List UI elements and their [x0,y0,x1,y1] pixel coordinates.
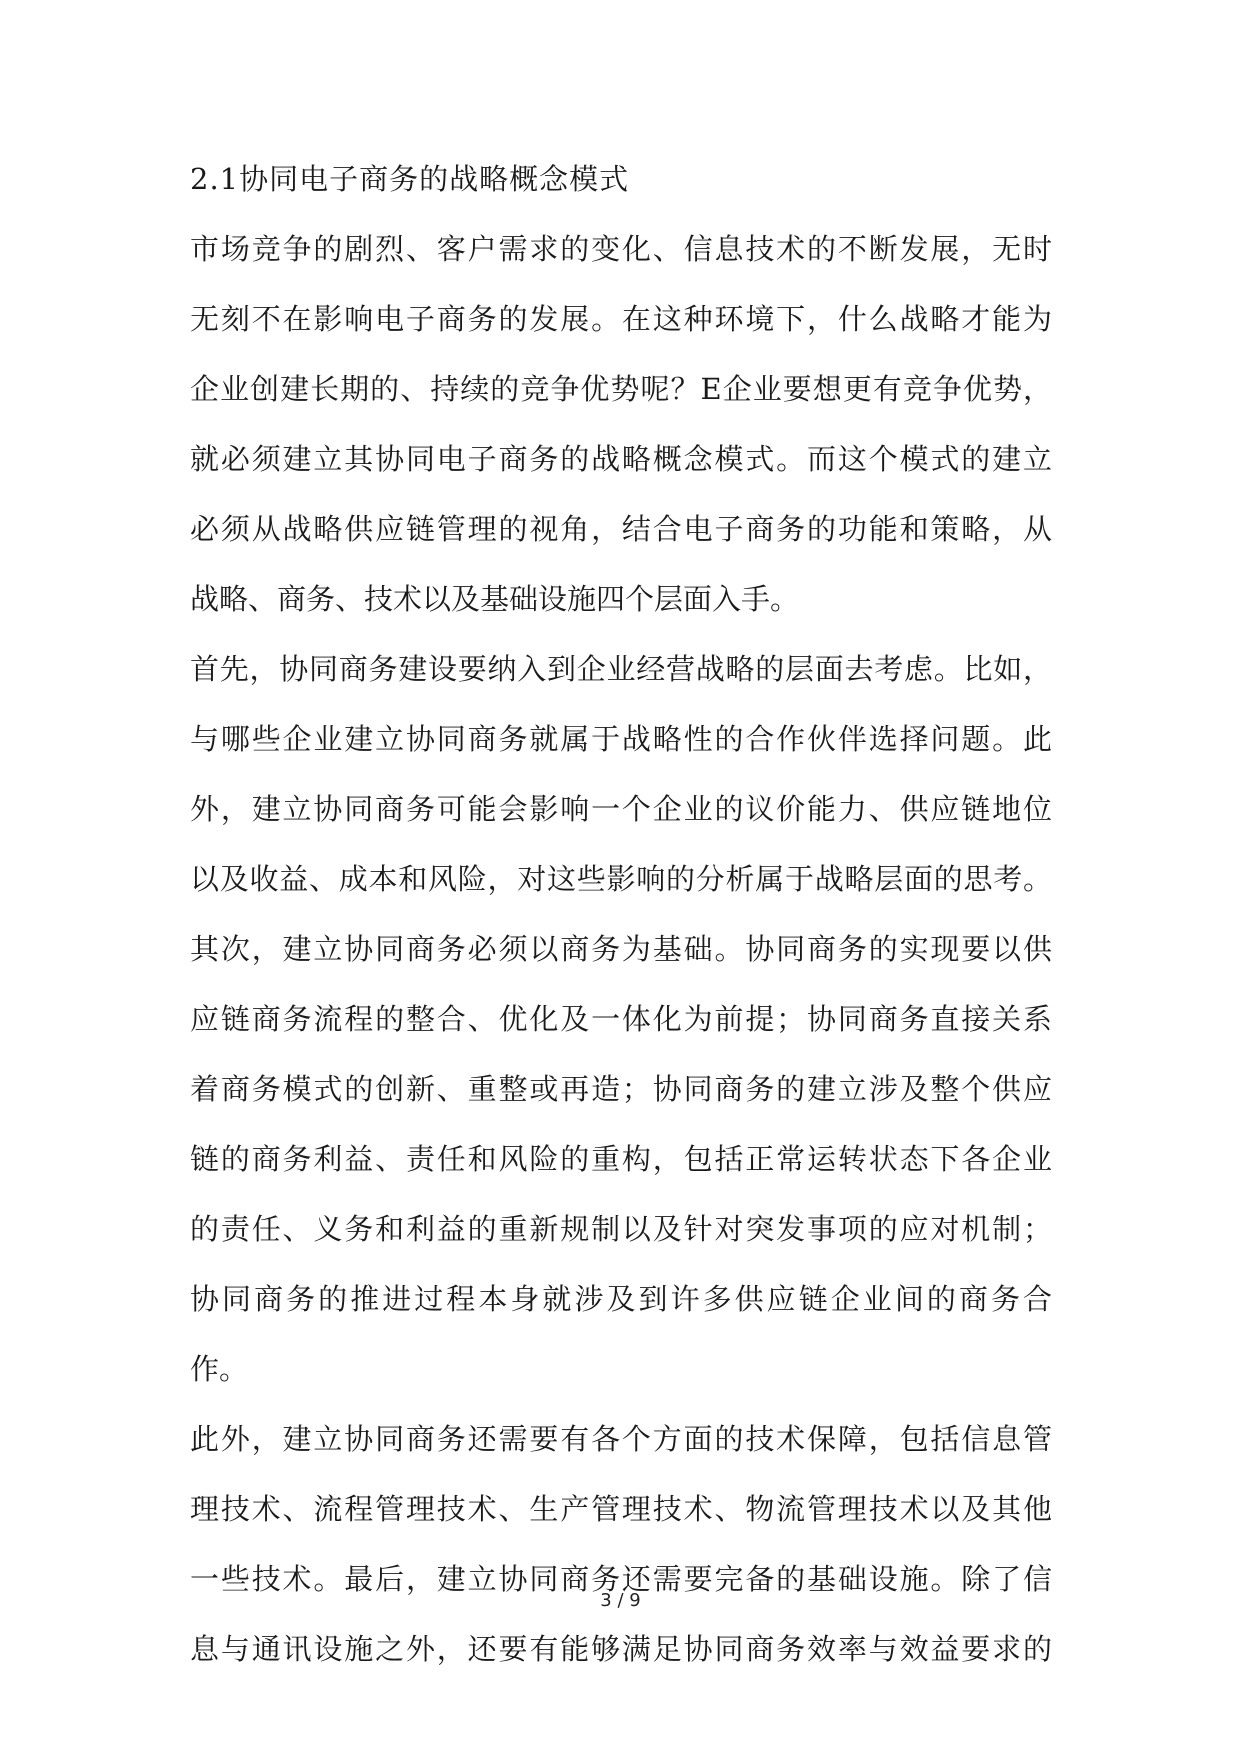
text-line: 协同商务的推进过程本身就涉及到许多供应链企业间的商务合 [190,1282,1052,1316]
text-line: 外，建立协同商务可能会影响一个企业的议价能力、供应链地位 [190,792,1052,826]
text-line: 着商务模式的创新、重整或再造；协同商务的建立涉及整个供应 [190,1072,1052,1106]
text-line: 的责任、义务和利益的重新规制以及针对突发事项的应对机制； [190,1212,1052,1246]
paragraph-2 [190,634,1052,1404]
text-line: 企业创建长期的、持续的竞争优势呢？E企业要想更有竞争优势， [190,372,1052,406]
page-content [190,150,1052,1684]
text-line: 应链商务流程的整合、优化及一体化为前提；协同商务直接关系 [190,1002,1052,1036]
text-line: 市场竞争的剧烈、客户需求的变化、信息技术的不断发展，无时 [190,232,1052,266]
text-line: 息与通讯设施之外，还要有能够满足协同商务效率与效益要求的 [190,1632,1052,1666]
text-line: 与哪些企业建立协同商务就属于战略性的合作伙伴选择问题。此 [190,722,1052,756]
text-line: 无刻不在影响电子商务的发展。在这种环境下，什么战略才能为 [190,302,1052,336]
text-line: 一些技术。最后，建立协同商务还需要完备的基础设施。除了信 [190,1562,1052,1596]
text-line: 链的商务利益、责任和风险的重构，包括正常运转状态下各企业 [190,1142,1052,1176]
paragraph-3 [190,1404,1052,1684]
page-number: 3 / 9 [600,1590,641,1611]
section-heading: 2.1协同电子商务的战略概念模式 [190,162,630,196]
text-line: 此外，建立协同商务还需要有各个方面的技术保障，包括信息管 [190,1422,1052,1456]
text-line: 战略、商务、技术以及基础设施四个层面入手。 [190,582,800,616]
text-line: 理技术、流程管理技术、生产管理技术、物流管理技术以及其他 [190,1492,1052,1526]
text-line: 就必须建立其协同电子商务的战略概念模式。而这个模式的建立 [190,442,1052,476]
text-line: 以及收益、成本和风险，对这些影响的分析属于战略层面的思考。 [190,862,1052,896]
text-line: 其次，建立协同商务必须以商务为基础。协同商务的实现要以供 [190,932,1052,966]
text-line: 作。 [190,1352,249,1386]
text-line: 必须从战略供应链管理的视角，结合电子商务的功能和策略，从 [190,512,1052,546]
paragraph-1 [190,214,1052,634]
text-line: 首先，协同商务建设要纳入到企业经营战略的层面去考虑。比如， [190,652,1052,686]
